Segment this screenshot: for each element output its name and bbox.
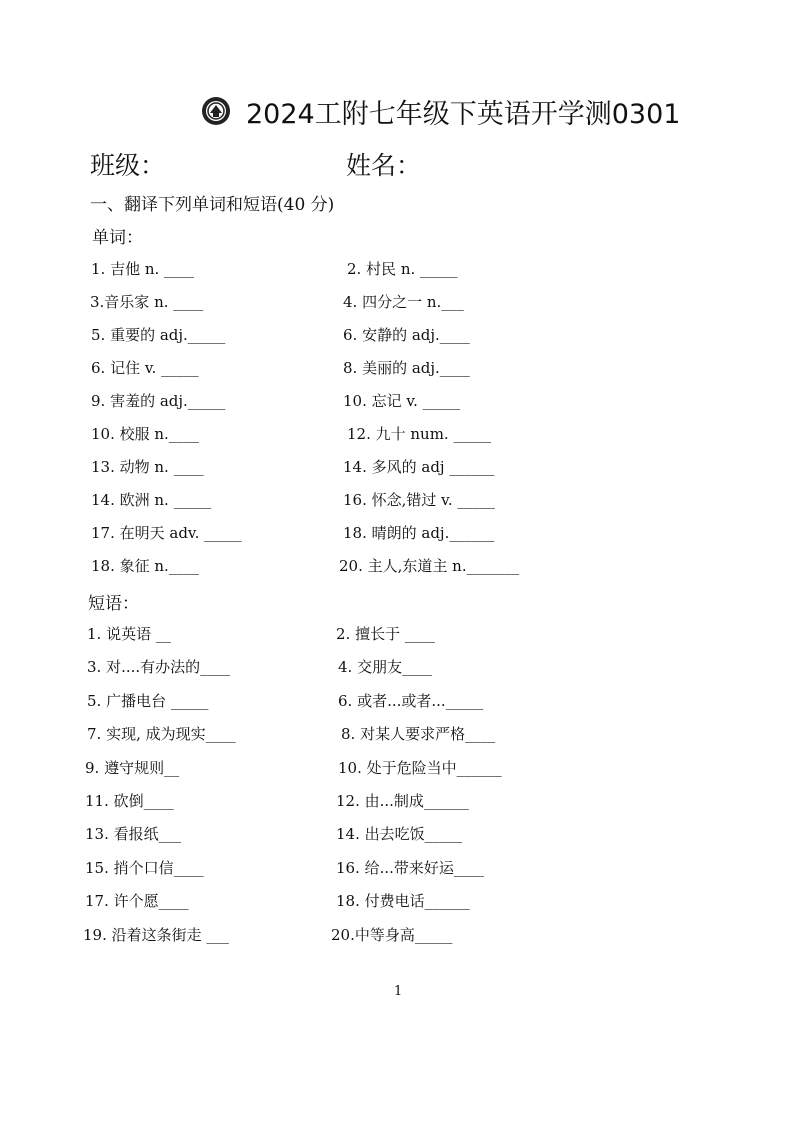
phrase-item: 5. 广播电台 _____	[87, 692, 209, 710]
word-item: 6. 记住 v. _____	[91, 359, 199, 377]
section-heading: 一、翻译下列单词和短语(40 分)	[90, 195, 335, 215]
page-title: 2024工附七年级下英语开学测0301	[246, 99, 681, 130]
phrase-item: 15. 捎个口信____	[85, 859, 204, 877]
word-item: 10. 校服 n.____	[91, 425, 199, 443]
word-item: 5. 重要的 adj._____	[91, 326, 226, 344]
word-item: 1. 吉他 n. ____	[91, 260, 195, 278]
phrases-label: 短语：	[88, 594, 139, 614]
phrase-item: 14. 出去吃饭_____	[336, 825, 463, 843]
class-label: 班级：	[90, 151, 166, 180]
word-item: 17. 在明天 adv. _____	[91, 524, 242, 542]
word-item: 8. 美丽的 adj.____	[343, 359, 470, 377]
word-item: 10. 忘记 v. _____	[343, 392, 461, 410]
words-label: 单词：	[92, 228, 143, 248]
phrase-item: 11. 砍倒____	[85, 792, 174, 810]
phrase-item: 7. 实现, 成为现实____	[87, 725, 236, 743]
phrase-item: 20.中等身高_____	[331, 926, 453, 944]
word-item: 20. 主人,东道主 n._______	[339, 557, 520, 575]
word-item: 6. 安静的 adj.____	[343, 326, 470, 344]
name-label: 姓名：	[346, 151, 422, 180]
school-logo-icon	[201, 96, 231, 126]
phrase-item: 17. 许个愿____	[85, 892, 189, 910]
word-item: 13. 动物 n. ____	[91, 458, 204, 476]
word-item: 14. 欧洲 n. _____	[91, 491, 212, 509]
phrase-item: 10. 处于危险当中______	[338, 759, 502, 777]
word-item: 4. 四分之一 n.___	[343, 293, 464, 311]
phrase-item: 13. 看报纸___	[85, 825, 182, 843]
phrase-item: 1. 说英语 __	[87, 625, 171, 643]
word-item: 18. 象征 n.____	[91, 557, 199, 575]
page-number: 1	[394, 984, 403, 999]
word-item: 14. 多风的 adj ______	[343, 458, 495, 476]
phrase-item: 4. 交朋友____	[338, 658, 433, 676]
phrase-item: 6. 或者...或者..._____	[338, 692, 484, 710]
phrase-item: 9. 遵守规则__	[85, 759, 180, 777]
word-item: 12. 九十 num. _____	[347, 425, 491, 443]
phrase-item: 8. 对某人要求严格____	[341, 725, 496, 743]
phrase-item: 3. 对....有办法的____	[87, 658, 231, 676]
word-item: 9. 害羞的 adj._____	[91, 392, 226, 410]
word-item: 18. 晴朗的 adj.______	[343, 524, 495, 542]
word-item: 16. 怀念,错过 v. _____	[343, 491, 495, 509]
phrase-item: 19. 沿着这条街走 ___	[83, 926, 229, 944]
phrase-item: 12. 由...制成______	[336, 792, 469, 810]
word-item: 3.音乐家 n. ____	[90, 293, 204, 311]
phrase-item: 16. 给...带来好运____	[336, 859, 484, 877]
word-item: 2. 村民 n. _____	[347, 260, 458, 278]
phrase-item: 2. 擅长于 ____	[336, 625, 435, 643]
phrase-item: 18. 付费电话______	[336, 892, 470, 910]
